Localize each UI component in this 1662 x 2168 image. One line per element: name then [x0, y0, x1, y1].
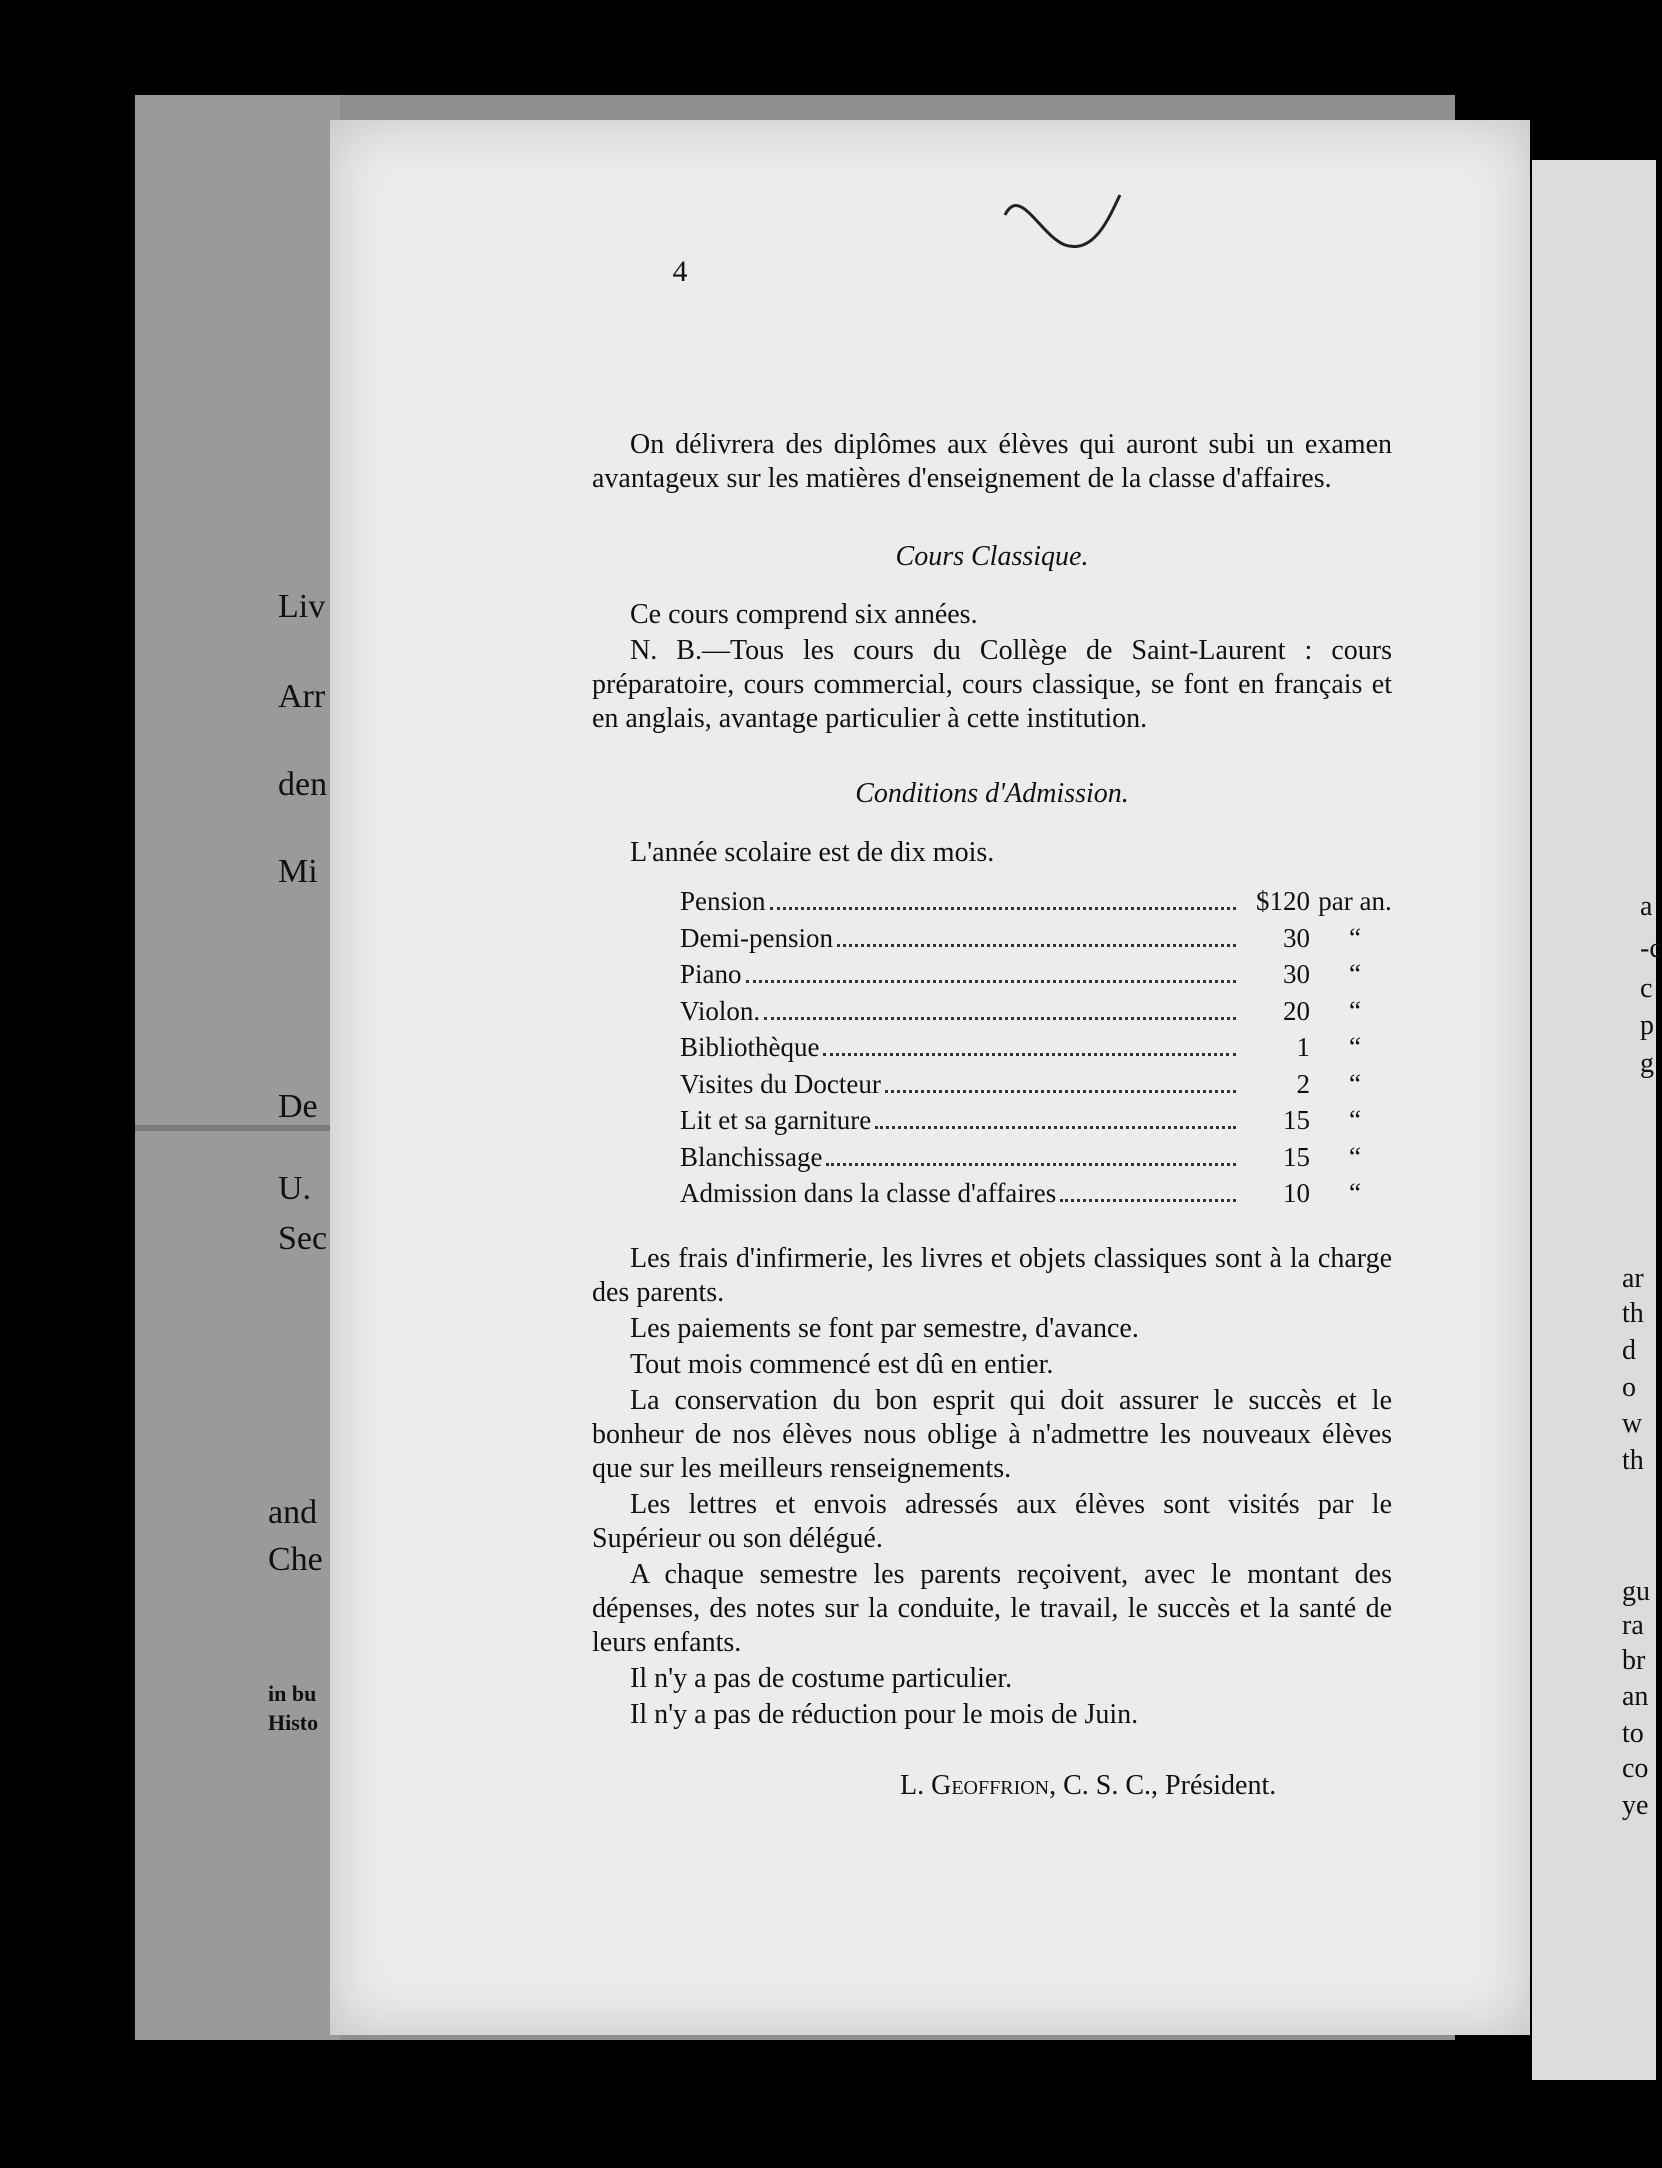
left-fragment: den — [278, 766, 328, 803]
fee-amount: 10 — [1283, 1178, 1310, 1208]
page-number: 4 — [672, 255, 688, 288]
right-fragment: br — [1622, 1645, 1646, 1676]
closing-section — [592, 1242, 1392, 1734]
right-fragment: -c — [1640, 933, 1662, 964]
intro-paragraph — [592, 428, 1392, 498]
fee-unit: “ — [1349, 1068, 1361, 1099]
dot-leader — [764, 1017, 1236, 1020]
right-fragment: to — [1622, 1718, 1644, 1749]
heading-conditions-admission: Conditions d'Admission. — [855, 778, 1129, 809]
left-fragment: Liv — [278, 588, 326, 625]
fee-label: Lit et sa garniture — [680, 1105, 872, 1135]
dot-leader — [885, 1090, 1236, 1093]
fee-label: Piano — [680, 959, 742, 989]
right-fragment: th — [1622, 1445, 1644, 1476]
fee-unit: “ — [1349, 1105, 1361, 1135]
paragraph: On délivrera des diplômes aux élèves qui auront subi un examen avantageux sur les matières d'enseignement de la classe d'affaires. — [592, 429, 1392, 494]
fee-label: Violon. — [680, 995, 761, 1026]
right-fragment: an — [1622, 1681, 1649, 1712]
fee-label: Demi-pension — [680, 922, 833, 953]
fee-unit: “ — [1349, 959, 1361, 989]
paragraph: L'année scolaire est de dix mois. — [630, 837, 995, 868]
heading-cours-classique: Cours Classique. — [895, 541, 1089, 572]
right-fragment: d — [1622, 1335, 1636, 1366]
fee-amount: 20 — [1283, 995, 1310, 1026]
fee-amount: 30 — [1283, 959, 1310, 989]
fee-amount: 15 — [1283, 1141, 1310, 1172]
fee-row — [680, 1178, 1400, 1215]
fee-amount: 30 — [1283, 922, 1310, 953]
right-fragment: g — [1640, 1048, 1654, 1079]
fee-row — [680, 923, 1400, 960]
dot-leader — [1060, 1199, 1236, 1202]
paragraph: Il n'y a pas de costume particulier. — [630, 1663, 1013, 1694]
paragraph: Il n'y a pas de réduction pour le mois de Juin. — [630, 1699, 1139, 1730]
fee-amount: 15 — [1283, 1105, 1310, 1135]
dot-leader — [837, 944, 1236, 947]
fee-unit: “ — [1349, 1141, 1361, 1172]
paragraph: Ce cours comprend six années. — [630, 599, 978, 630]
fee-amount: 1 — [1296, 1032, 1310, 1062]
fee-amount: $120 — [1256, 886, 1310, 916]
paragraph: Les lettres et envois adressés aux élèves sont visités par le Supérieur ou son délégué. — [592, 1489, 1392, 1554]
fee-row — [680, 1032, 1400, 1069]
fee-label: Blanchissage — [680, 1141, 823, 1172]
paragraph: Tout mois commencé est dû en entier. — [630, 1349, 1054, 1380]
paragraph: Les paiements se font par semestre, d'avance. — [630, 1313, 1139, 1344]
left-fragment: in bu — [268, 1681, 317, 1706]
dot-leader — [746, 980, 1236, 983]
right-fragment: w — [1622, 1408, 1643, 1439]
right-fragment: a — [1640, 891, 1653, 922]
paragraph: La conservation du bon esprit qui doit assurer le succès et le bonheur de nos élèves nous oblige à n'admettre les nouveaux élèves que sur les meilleurs renseignements. — [592, 1385, 1392, 1484]
right-fragment: ar — [1622, 1263, 1644, 1294]
right-fragment: ra — [1622, 1610, 1644, 1641]
fee-label: Visites du Docteur — [680, 1068, 881, 1099]
dot-leader — [826, 1163, 1236, 1166]
left-fragment: Che — [268, 1541, 323, 1578]
paragraph: Les frais d'infirmerie, les livres et objets classiques sont à la charge des parents. — [592, 1243, 1392, 1308]
dot-leader — [770, 907, 1236, 910]
signature — [900, 1770, 1276, 1802]
fee-row — [680, 886, 1400, 923]
signature-name: L. Geoffrion — [900, 1770, 1050, 1801]
left-fragment: Histo — [268, 1710, 319, 1735]
fees-table — [680, 886, 1400, 1215]
classique-section — [592, 598, 1392, 738]
fee-label: Admission dans la classe d'affaires — [680, 1178, 1057, 1208]
paper-fold — [135, 1125, 340, 1131]
right-fragment: th — [1622, 1298, 1644, 1329]
fee-unit: “ — [1349, 1178, 1361, 1208]
right-fragment: gu — [1622, 1576, 1650, 1607]
fee-row — [680, 959, 1400, 996]
dot-leader — [823, 1053, 1236, 1056]
right-fragment: ye — [1622, 1790, 1649, 1821]
dot-leader — [875, 1126, 1236, 1129]
fee-row — [680, 996, 1400, 1033]
right-fragment: p — [1640, 1010, 1654, 1041]
fee-row — [680, 1069, 1400, 1106]
left-fragment: Mi — [278, 853, 318, 890]
fee-amount: 2 — [1296, 1068, 1310, 1099]
right-fragment: c — [1640, 973, 1653, 1004]
fee-label: Bibliothèque — [680, 1032, 820, 1062]
paragraph: A chaque semestre les parents reçoivent, avec le montant des dépenses, des notes sur la conduite, le travail, le succès et la santé de leurs enfants. — [592, 1559, 1392, 1658]
background-sheet-margin — [135, 95, 340, 2040]
left-fragment: U. — [278, 1170, 312, 1207]
pencil-scribble — [1000, 175, 1150, 265]
fee-row — [680, 1142, 1400, 1179]
fee-unit: “ — [1349, 922, 1361, 953]
fee-label: Pension — [680, 886, 766, 916]
paragraph: N. B.—Tous les cours du Collège de Saint-Laurent : cours préparatoire, cours commercial, cours classique, se font en français et en anglais, avantage particulier à cette institution. — [592, 635, 1392, 734]
signature-title: , C. S. C., Président. — [1049, 1770, 1277, 1801]
left-fragment: De — [278, 1088, 318, 1125]
fee-unit: “ — [1349, 995, 1361, 1026]
left-fragment: Arr — [278, 678, 326, 715]
right-fragment: o — [1622, 1372, 1636, 1403]
fee-unit: “ — [1349, 1032, 1361, 1062]
left-fragment: Sec — [278, 1220, 328, 1257]
left-fragment: and — [268, 1494, 318, 1531]
fee-unit: par an. — [1318, 886, 1392, 916]
right-fragment: co — [1622, 1753, 1649, 1784]
admission-intro — [592, 836, 1392, 872]
fee-row — [680, 1105, 1400, 1142]
